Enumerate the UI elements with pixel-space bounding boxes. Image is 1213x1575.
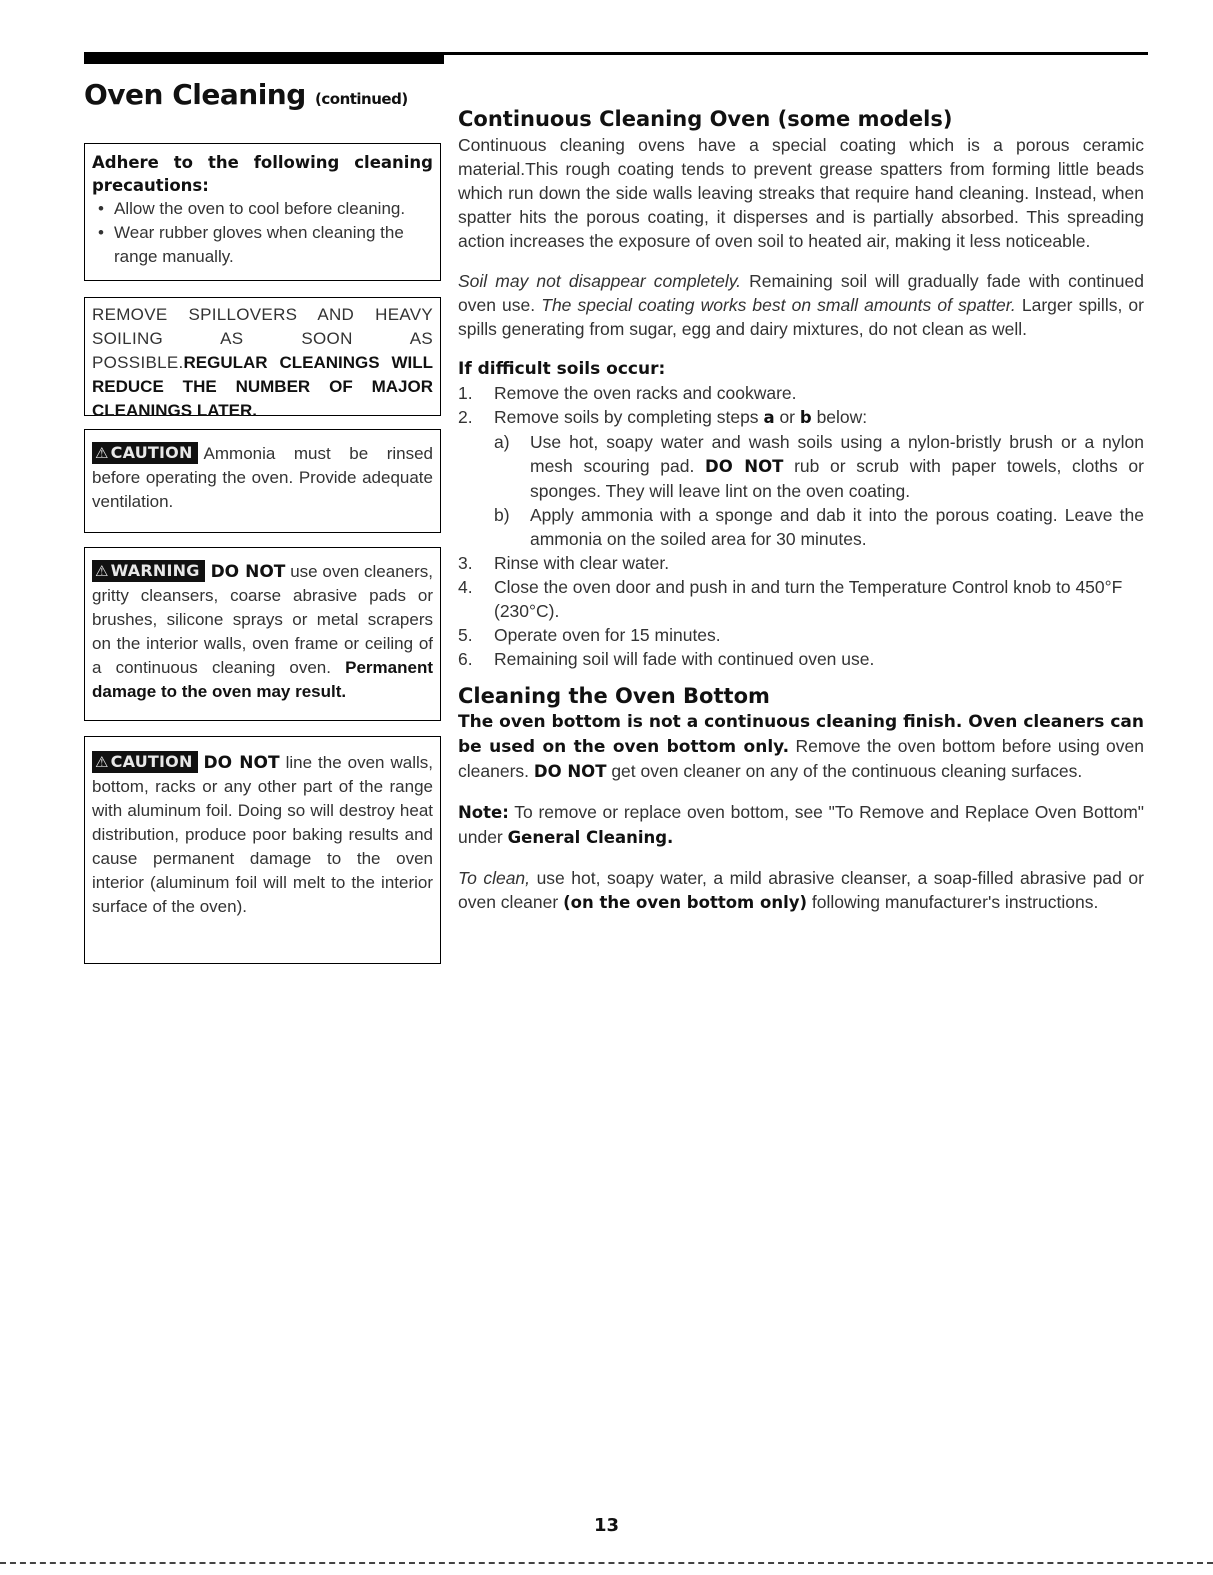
oven-bottom-paragraph: The oven bottom is not a continuous cleaning finish. Oven cleaners can be used on the oven bottom only. Remove the oven bottom before using oven cleaners. DO NOT get oven cleaner on any of the continuous cleaning surfaces. [458,712,1144,781]
oven-bottom-heading: Cleaning the Oven Bottom [458,684,770,708]
soil-italic: Soil may not disappear completely. [458,271,742,291]
warning-triangle-icon: ⚠ [95,753,109,771]
warning-cleaners-bold: Permanent damage to the oven may result. [92,658,433,701]
oven-bottom-bold-intro: The oven bottom is not a continuous cleaning finish. Oven cleaners can be used on the oven bottom only. [458,712,1144,757]
header-thick-rule [84,52,444,64]
step-item: 5. Operate oven for 15 minutes. [458,625,721,645]
warning-cleaners-text: use oven cleaners, gritty cleansers, coarse abrasive pads or brushes, silicone sprays or metal scrapers on the interior walls, oven frame or ceiling of a continuous cleaning oven. [92,562,434,677]
coating-italic: The special coating works best on small amounts of spatter. [541,295,1016,315]
caution-foil-box [84,736,441,964]
difficult-soils-steps [458,381,1144,671]
warning-triangle-icon: ⚠ [95,562,109,580]
precautions-box [84,143,441,281]
step-item: 3. Rinse with clear water. [458,553,670,573]
caution-badge: ⚠ CAUTION [92,751,198,773]
spillovers-bold-text: REGULAR CLEANINGS WILL REDUCE THE NUMBER OF MAJOR CLEANINGS LATER. [92,353,433,420]
warning-badge: ⚠ WARNING [92,560,205,582]
spillovers-text: REMOVE SPILLOVERS AND HEAVY SOILING AS SOON AS POSSIBLE. [92,305,433,372]
page-number: 13 [593,1515,620,1536]
caution-ammonia-box [84,429,441,533]
difficult-soils-heading: If difficult soils occur: [458,359,666,379]
soil-paragraph: Soil may not disappear completely. Remaining soil will gradually fade with continued oven use. The special coating works best on small amounts of spatter. Larger spills, or spills generating from sugar, egg and dairy mixtures, do not clean as well. [458,271,1144,339]
spillovers-box [84,297,441,420]
left-column [84,143,441,964]
precaution-item: • Wear rubber gloves when cleaning the range manually. [92,221,433,269]
header-thin-rule [444,52,1148,55]
precaution-item: • Allow the oven to cool before cleaning. [92,197,433,221]
caution-foil-text: line the oven walls, bottom, racks or any other part of the range with aluminum foil. Doing so will destroy heat distribution, produce poor baking results and cause permanent damage to the oven interior (aluminum foil will melt to the interior surface of the oven). [92,753,434,916]
warning-cleaners-box [84,547,441,721]
caution-badge: ⚠ CAUTION [92,442,198,464]
precautions-title: Adhere to the following cleaning precautions: [92,153,433,195]
bottom-dashed-rule [0,1562,1213,1564]
sub-steps [494,430,1144,551]
warning-do-not: DO NOT [210,562,286,582]
page-title-suffix: (continued) [315,90,408,108]
step-item: 2. Remove soils by completing steps a or b below: a) Use hot, soapy water and wash soils using a nylon-bristly brush or a nylon mesh scouring pad. DO NOT rub or scrub with paper towels, cloths or sponges. They will leave lint on the oven coating. b) Apply ammonia with a sponge and dab it into the porous coating. Leave the ammonia on the soiled area for 30 minutes. [458,407,1144,549]
note-paragraph: Note: To remove or replace oven bottom, see "To Remove and Replace Oven Bottom" under General Cleaning. [458,802,1145,847]
warning-triangle-icon: ⚠ [95,444,109,462]
page-title: Oven Cleaning (continued) [84,78,408,111]
continuous-heading: Continuous Cleaning Oven (some models) [458,107,953,131]
to-clean-paragraph: To clean, use hot, soapy water, a mild abrasive cleanser, a soap-filled abrasive pad or oven cleaner (on the oven bottom only) following manufacturer's instructions. [458,868,1144,912]
caution-foil-do-not: DO NOT [203,753,280,773]
step-item: 1. Remove the oven racks and cookware. [458,383,797,403]
step-item: 4. Close the oven door and push in and turn the Temperature Control knob to 450°F (230°C). [458,577,1123,621]
note-label: Note: [458,803,509,822]
to-clean-italic: To clean, [458,868,531,888]
continuous-intro: Continuous cleaning ovens have a special coating which is a porous ceramic material.This rough coating tends to prevent grease spatters from forming little beads which run down the side walls leaving streaks that require hand cleaning. Instead, when spatter hits the porous coating, it disperses and is partially absorbed. This spreading action increases the exposure of oven soil to heated air, making it less noticeable. [458,135,1144,251]
sub-step-item: b) Apply ammonia with a sponge and dab it into the porous coating. Leave the ammonia on the soiled area for 30 minutes. [494,505,1144,549]
sub-step-item: a) Use hot, soapy water and wash soils using a nylon-bristly brush or a nylon mesh scouring pad. DO NOT rub or scrub with paper towels, cloths or sponges. They will leave lint on the oven coating. [494,432,1144,501]
step-item: 6. Remaining soil will fade with continued oven use. [458,649,875,669]
caution-ammonia-text: Ammonia must be rinsed before operating the oven. Provide adequate ventilation. [92,444,433,511]
right-column [458,106,1144,915]
